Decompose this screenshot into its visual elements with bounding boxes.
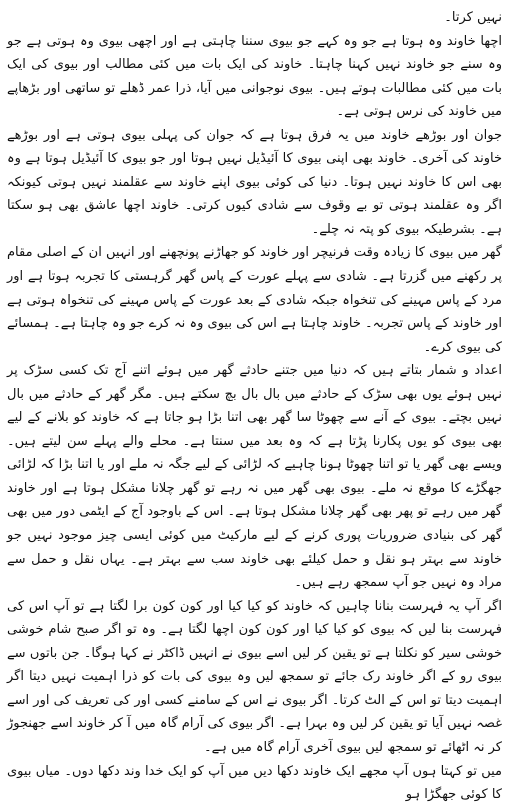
paragraph-6: اگر آپ یہ فہرست بنانا چاہیں کہ خاوند کو کیا کیا اور کون کون برا لگتا ہے تو آپ اس کی فہرست بنا لیں کہ بیوی کو کیا کیا اور کون کون اچھا لگتا ہے۔ وہ تو اگر صبح شام خوشی خوشی سیر کو نکلتا ہے تو یقین کر لیں اسے بیوی نے انہیں ڈاکٹر نے کہا ہوگا۔ جن باتوں سے بیوی رو کے اگر خاوند رک جائے تو سمجھ لیں وہ بیوی کی بات کو ذرا اہمیت نہیں دیتا اگر اہمیت دیتا تو اس کے الٹ کرتا۔ اگر بیوی نے اس کے سامنے کسی اور کی تعریف کی اور اسے غصہ نہیں آیا تو یقین کر لیں وہ بہرا ہے۔ اگر بیوی کی آرام گاہ میں آ کر خاوند اسے جھنجوڑ کر نہ اٹھائے تو سمجھ لیں بیوی آخری آرام گاہ میں ہے۔ — [7, 598, 502, 755]
paragraph-2: اچھا خاوند وہ ہوتا ہے جو وہ کہے جو بیوی سننا چاہتی ہے اور اچھی بیوی وہ ہوتی ہے جو وہ سنے جو خاوند نہیں کہنا چاہتا۔ خاوند کی ایک بات میں کئی مطالب اور بیوی کی ایک بات میں کئی مطالبات ہوتے ہیں۔ بیوی نوجوانی میں آیا، ذرا عمر ڈھلے تو ساتھی اور بڑھاپے میں خاوند کی نرس ہوتی ہے۔ — [7, 33, 502, 120]
paragraph-3: جوان اور بوڑھے خاوند میں یہ فرق ہوتا ہے کہ جوان کی پہلی بیوی ہوتی ہے اور بوڑھے خاوند کی آخری۔ خاوند بھی اپنی بیوی کا آئیڈیل نہیں ہوتا اور جو بیوی کا آئیڈیل ہوتا ہے وہ بھی اس کا خاوند نہیں ہوتا۔ دنیا کی کوئی بیوی اپنے خاوند سے عقلمند نہیں ہوتی کیونکہ اگر وہ عقلمند ہوتی تو بے وقوف سے شادی کیوں کرتی۔ خاوند اچھا عاشق بھی ہو سکتا ہے۔ بشرطیکہ بیوی کو پتہ نہ چلے۔ — [7, 127, 502, 237]
paragraph-5: اعداد و شمار بتاتے ہیں کہ دنیا میں جتنے حادثے گھر میں ہوئے اتنے آج تک کسی سڑک پر نہیں ہوئے یوں بھی سڑک کے حادثے میں بال بال بچ سکتے ہیں۔ مگر گھر کے حادثے میں بال نہیں بچتے۔ بیوی کے آنے سے چھوٹا سا گھر بھی اتنا بڑا ہو جاتا ہے کہ خاوند کو بلانے کے لیے بھی بیوی کو یوں پکارنا پڑتا ہے کہ وہ بعد میں سنتا ہے۔ محلے والے پہلے سن لیتے ہیں۔ ویسے بھی گھر یا تو اتنا چھوٹا ہونا چاہیے کہ لڑائی کے لیے جگہ نہ ملے اور یا اتنا بڑا کہ لڑائی جھگڑے کا موقع نہ ملے۔ بیوی بھی گھر میں نہ رہے تو گھر چلانا مشکل ہوتا ہے اور خاوند گھر میں رہے تو پھر بھی گھر چلانا مشکل ہوتا ہے۔ اس کے باوجود آج کے ایٹمی دور میں بھی گھر کی بنیادی ضروریات پوری کرنے کے لیے مارکیٹ میں کوئی ایسی چیز موجود نہیں جو خاوند سے بہتر ہو نقل و حمل کیلئے بھی خاوند سب سے بہتر ہے۔ یہاں نقل و حمل سے مراد وہ نہیں جو آپ سمجھ رہے ہیں۔ — [7, 363, 502, 591]
paragraph-1: نہیں کرتا۔ — [444, 10, 502, 25]
paragraph-4: گھر میں بیوی کا زیادہ وقت فرنیچر اور خاوند کو جھاڑنے پونچھنے اور انہیں ان کے اصلی مقام پر رکھنے میں گزرتا ہے۔ شادی سے پہلے عورت کے پاس گھر گرہستی کا تجربہ ہوتا ہے اور مرد کے پاس مہینے کی تنخواہ جبکہ شادی کے بعد عورت کے پاس مہینے کی تنخواہ ہوتی ہے اور خاوند کے پاس تجربہ۔ خاوند چاہتا ہے اس کی بیوی وہ نہ کرے جو وہ چاہتا ہے۔ ہمسائے کی بیوی کرے۔ — [7, 245, 502, 355]
paragraph-7: میں تو کہتا ہوں آپ مجھے ایک خاوند دکھا دیں میں آپ کو ایک خدا وند دکھا دوں۔ میاں بیوی کا کوئی جھگڑا ہو — [7, 763, 502, 803]
